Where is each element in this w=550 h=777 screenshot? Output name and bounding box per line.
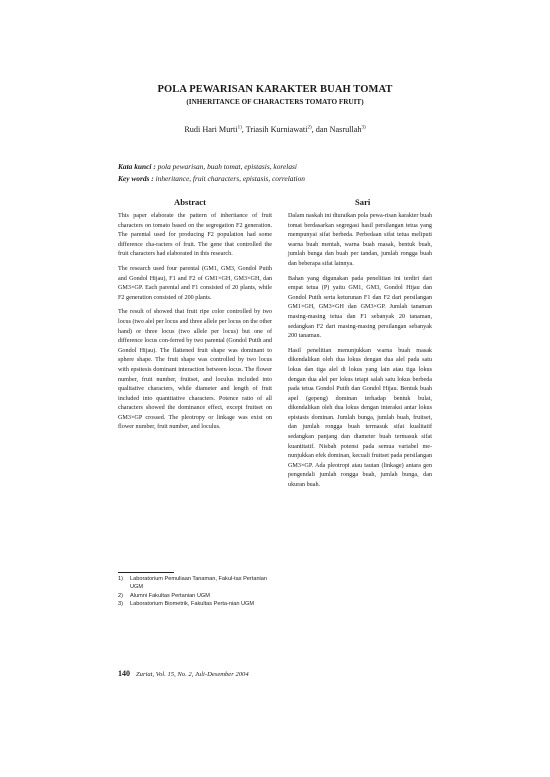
keywords-indonesian — [118, 162, 297, 171]
abstract-heading: Abstract — [174, 197, 206, 207]
footnote — [118, 575, 268, 592]
footnote — [118, 600, 268, 608]
footnote-text: Alumni Fakultas Pertanian UGM — [130, 592, 210, 599]
abstract-paragraph: This paper elaborate the pattern of inheritance of fruit characters on tomato based on the segregation F2 generation. The parental used for producing F2 population had some difference cha-racters of fruit. The gene that controlled the fruit characters had elaborated in this research. — [118, 213, 272, 258]
paper-subtitle: (INHERITANCE OF CHARACTERS TOMATO FRUIT) — [186, 98, 364, 106]
sari-paragraph: Hasil penelitian menunjukkan warna buah masak dikendalikan oleh dua lokus dengan dua alel pada satu lokus dan tiga alel di lokus yang lain atau tiga lokus dengan dua alel per lokus tetapi salah satu lokus berbeda pada tetua Gondol Putih dan Gondol Hijau. Bentuk buah apel (gepeng) dominan terhadap bentuk bulat, dikendalikan oleh dua lokus dengan interaksi antar lokus epistasis dominan. Jumlah bunga, jumlah buah, fruitset, dan jumlah rongga buah termasuk sifat kualitatif sedangkan panjang dan diameter buah termasuk sifat kuantitatif. Nisbah potensi pada semua variabel me-nunjukkan efek dominan, kecuali fruitset pada persilangan GM3×GP. Ada pleotropi atau tautan (linkage) antara gen pengendali jumlah rongga buah, jumlah bunga, dan ukuran buah. — [288, 347, 432, 489]
keywords-label: Key words : — [118, 174, 154, 183]
sari-paragraph: Bahan yang digunakan pada penelitian ini terdiri dari empat tetua (P) yaitu GM1, GM3, Gondol Hijau dan Gondol Putih serta keturunan F1 dan F2 dari persilangan GM1×GH, GM3×GH dan GM3×GP. Jumlah tanaman masing-masing tetua dan F1 sebanyak 20 tanaman, sedangkan F2 dari masing-masing persilangan sebanyak 200 tanaman. — [288, 275, 432, 340]
keywords-text: inheritance, fruit characters, epistasis, correlation — [153, 174, 305, 183]
abstract-paragraph: The result of showed that fruit ripe color controlled by two locus (two alel per locus and three allele per locus on the other hand) or three locus (two allele per locus) but one of difference locus con-ferred by two parental (Gondol Putih and Gondol Hijau). The flattened fruit shape was dominant to sphere shape. The fruit shape was controlled by two locus with epsitesis dominant interaction between locus. The flower number, fruit number, fruitset, and loculus included into qualitative characters, while diameter and length of fruit included into quantitative characters. Potence ratio of all characters showed the dominance effect, except fruitset on GM3×GP crossed. The pleotropy or linkage was exist on flower number, fruit number, and loculus. — [118, 309, 272, 431]
footnotes — [118, 575, 268, 609]
author-name: Triasih Kurniawati — [245, 125, 308, 134]
author-separator: , — [241, 125, 246, 134]
footnote — [118, 592, 268, 600]
keywords-english — [118, 174, 305, 183]
journal-citation: Zuriat, Vol. 15, No. 2, Juli-Desember 2004 — [136, 671, 249, 678]
author-list — [0, 125, 550, 134]
abstract-column — [118, 212, 272, 433]
page-footer — [118, 669, 249, 678]
footnote-text: Laboratorium Biometrik, Fakultas Perta-nian UGM — [130, 601, 255, 608]
sari-heading: Sari — [355, 197, 371, 207]
sari-paragraph: Dalam naskah ini diuraikan pola pewa-risan karakter buah tomat berdasarkan segregasi hasil persilangan tetua yang mempunyai sifat berbeda. Perbedaan sifat tetua meliputi warna buah mentah, warna buah masak, bentuk buah, jumlah bunga dan buah per tandan, jumlah rongga buah dan beberapa sifat lainnya. — [288, 213, 432, 267]
author-affiliation-mark: 1) — [237, 125, 242, 131]
paper-title: POLA PEWARISAN KARAKTER BUAH TOMAT — [157, 84, 393, 95]
footnote-number: 2) — [118, 592, 123, 599]
footnote-divider — [118, 572, 174, 573]
footnote-number: 1) — [118, 576, 123, 582]
author-name: Rudi Hari Murti — [184, 125, 238, 134]
footnote-number: 3) — [118, 601, 123, 608]
page-number: 140 — [118, 669, 130, 678]
author-name: Nasrullah — [329, 125, 362, 134]
author-affiliation-mark: 2) — [307, 125, 312, 131]
abstract-paragraph: The research used four parental (GM1, GM3, Gondol Putih and Gondol Hijau), F1 and F2 of GM1×GH, GM3×GH, dan GM3×GP. Each parental and F1 consisted of 20 plants, while F2 generation consisted of 200 plants. — [118, 265, 272, 301]
sari-column — [288, 212, 432, 491]
author-separator: , dan — [311, 125, 330, 134]
footnote-text: Laboratorium Pemuliaan Tanaman, Fakul-tas Pertanian UGM — [130, 576, 268, 591]
author-affiliation-mark: 3) — [361, 125, 366, 131]
keywords-text: pola pewarisan, buah tomat, epistasis, korelasi — [155, 162, 297, 171]
keywords-label: Kata kunci : — [118, 162, 156, 171]
